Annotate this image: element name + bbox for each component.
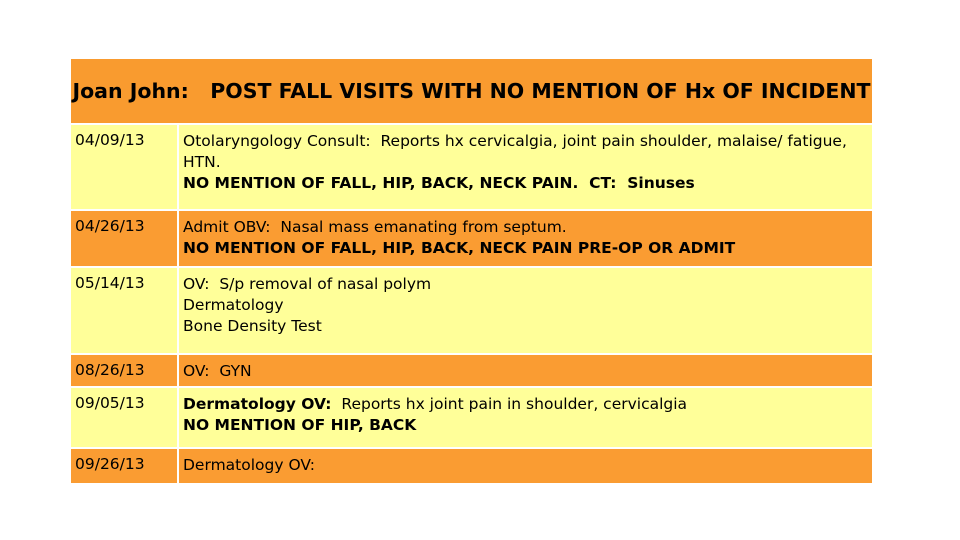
no-mention-note: NO MENTION OF FALL, HIP, BACK, NECK PAIN. CT: Sinuses: [183, 174, 695, 192]
visit-description: [179, 355, 872, 386]
description-line: Dermatology: [183, 296, 284, 314]
description-line: Bone Density Test: [183, 317, 322, 335]
table-title: Joan John: POST FALL VISITS WITH NO MENTION OF Hx OF INCIDENT: [71, 59, 872, 125]
visit-description: [179, 388, 872, 447]
table-row: [71, 355, 872, 388]
visit-date: 09/05/13: [71, 388, 179, 447]
description-line: Admit OBV: Nasal mass emanating from septum.: [183, 218, 567, 236]
visits-table: [71, 59, 872, 483]
visit-type-label: Dermatology OV:: [183, 395, 332, 413]
table-row: [71, 125, 872, 211]
visit-date: 09/26/13: [71, 449, 179, 483]
table-row: [71, 268, 872, 355]
description-line: [183, 394, 866, 415]
no-mention-note: NO MENTION OF FALL, HIP, BACK, NECK PAIN PRE-OP OR ADMIT: [183, 239, 736, 257]
visit-date: 04/26/13: [71, 211, 179, 266]
description-line: Dermatology OV:: [183, 456, 315, 474]
visit-description: [179, 268, 872, 353]
description-line: OV: GYN: [183, 362, 252, 380]
visit-detail: Reports hx joint pain in shoulder, cervicalgia: [341, 395, 688, 413]
table-row: [71, 388, 872, 449]
table-row: [71, 449, 872, 483]
visit-date: 08/26/13: [71, 355, 179, 386]
visit-description: [179, 125, 872, 209]
description-line: Otolaryngology Consult: Reports hx cervicalgia, joint pain shoulder, malaise/ fatigue, HTN.: [183, 132, 852, 171]
table-row: [71, 211, 872, 268]
visit-description: [179, 449, 872, 483]
visit-description: [179, 211, 872, 266]
description-line: OV: S/p removal of nasal polym: [183, 275, 432, 293]
no-mention-note: NO MENTION OF HIP, BACK: [183, 416, 417, 434]
visit-date: 05/14/13: [71, 268, 179, 353]
visit-date: 04/09/13: [71, 125, 179, 209]
